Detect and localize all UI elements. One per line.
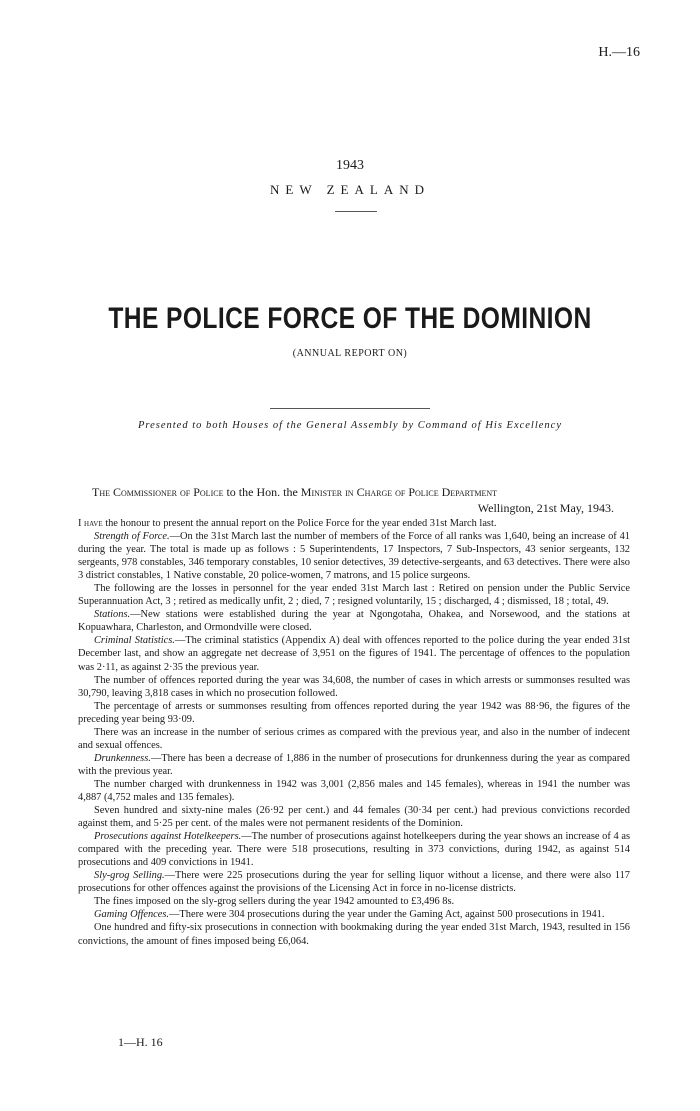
paragraph-bookmaking: One hundred and fifty-six prosecutions in connection with bookmaking during the year ended 31st March, 1943, resulted in 156 convictions, the amount of fines imposed being £6,064.	[78, 922, 630, 947]
paragraph-drunkenness-numbers: The number charged with drunkenness in 1942 was 3,001 (2,856 males and 145 females), whereas in 1941 the number was 4,887 (4,752 males and 135 females).	[78, 778, 630, 803]
country-heading: NEW ZEALAND	[270, 182, 430, 197]
section-heading: Strength of Force.	[94, 531, 170, 543]
paragraph-hotelkeepers: Prosecutions against Hotelkeepers.—The number of prosecutions against hotelkeepers during the year shows an increase of 4 as compared with the preceding year. There were 518 prosecutions, resulting in 373 convictions, during 1942, as against 514 prosecutions and 409 convictions in 1941.	[78, 831, 630, 869]
paragraph-fines: The fines imposed on the sly-grog sellers during the year 1942 amounted to £3,496 8s.	[94, 896, 455, 908]
page-reference: H.—16	[598, 45, 640, 60]
section-heading: Stations.	[94, 609, 131, 621]
report-body	[78, 517, 630, 948]
section-heading: Gaming Offences.	[94, 909, 170, 921]
paragraph-offences: The number of offences reported during the year was 34,608, the number of cases in which arrests or summonses resulted was 30,790, leaving 3,818 cases in which no prosecution followed.	[78, 674, 630, 699]
paragraph-serious-crimes: There was an increase in the number of serious crimes as compared with the previous year, and also in the number of indecent and sexual offences.	[78, 726, 630, 751]
paragraph-intro: I have the honour to present the annual report on the Police Force for the year ended 31st March last.	[78, 518, 497, 529]
paragraph-gaming: Gaming Offences.—There were 304 prosecutions during the year under the Gaming Act, against 500 prosecutions in 1941.	[94, 909, 605, 921]
presented-divider	[270, 408, 430, 409]
paragraph-arrest-percentage: The percentage of arrests or summonses resulting from offences reported during the year 1942 was 88·96, the figures of the preceding year being 93·09.	[78, 700, 630, 725]
section-heading: Drunkenness.	[94, 752, 151, 764]
paragraph-strength: Strength of Force.—On the 31st March last the number of members of the Force of all ranks was 1,640, being an increase of 41 during the year. The total is made up as follows : 5 Superintendents, 17 Inspectors, 7 Sub-Inspectors, 43 senior sergeants, 132 sergeants, 978 constables, 346 temporary constables, 10 senior detectives, 39 detective-sergeants, and 63 detectives. There were also 3 district constables, 1 Native constable, 20 police-women, 7 matrons, and 15 police surgeons.	[78, 531, 631, 582]
paragraph-previous-convictions: Seven hundred and sixty-nine males (26·92 per cent.) and 44 females (30·34 per cent.) had previous convictions recorded against them, and 5·25 per cent. of the males were not permanent residents of the Dominion.	[78, 805, 630, 830]
dateline: Wellington, 21st May, 1943.	[477, 501, 614, 515]
title-divider-short	[335, 211, 377, 212]
section-heading: Sly-grog Selling.	[94, 870, 165, 882]
paragraph-sly-grog: Sly-grog Selling.—There were 225 prosecutions during the year for selling liquor without a license, and there were also 117 prosecutions for other offences against the provisions of the Licensing Act in force in no-license districts.	[78, 870, 631, 895]
printer-signature: 1—H. 16	[118, 1035, 163, 1049]
section-heading: Prosecutions against Hotelkeepers.	[94, 831, 242, 843]
report-subtitle: (ANNUAL REPORT ON)	[292, 348, 408, 359]
report-year: 1943	[336, 158, 364, 173]
address-to: Minister in Charge of Police Department	[300, 485, 498, 499]
report-title: THE POLICE FORCE OF THE DOMINION	[108, 302, 592, 335]
address-to-word: to the Hon. the	[226, 485, 298, 499]
address-line	[92, 485, 497, 500]
paragraph-stations: Stations.—New stations were established during the year at Ngongotaha, Ohakea, and Norsewood, and the stations at Kopuawhara, Charleston, and Ormondville were closed.	[78, 609, 630, 634]
paragraph-drunkenness: Drunkenness.—There has been a decrease of 1,886 in the number of prosecutions for drunkenness during the year as compared with the previous year.	[78, 752, 630, 777]
section-heading: Criminal Statistics.	[94, 635, 175, 647]
presentation-note: Presented to both Houses of the General Assembly by Command of His Excellency	[137, 420, 562, 431]
paragraph-criminal-statistics: Criminal Statistics.—The criminal statistics (Appendix A) deal with offences reported to the police during the year ended 31st December last, and show an aggregate net decrease of 3,951 on the figures of 1941. The percentage of offences to the population was 2·11, as against 2·35 the previous year.	[78, 635, 631, 673]
paragraph-losses: The following are the losses in personnel for the year ended 31st March last : Retired on pension under the Public Service Superannuation Act, 3 ; retired as medically unfit, 2 ; died, 7 ; resigned voluntarily, 15 ; discharged, 4 ; dismissed, 18 ; total, 49.	[78, 583, 630, 608]
address-from: The Commissioner of Police	[92, 485, 224, 499]
